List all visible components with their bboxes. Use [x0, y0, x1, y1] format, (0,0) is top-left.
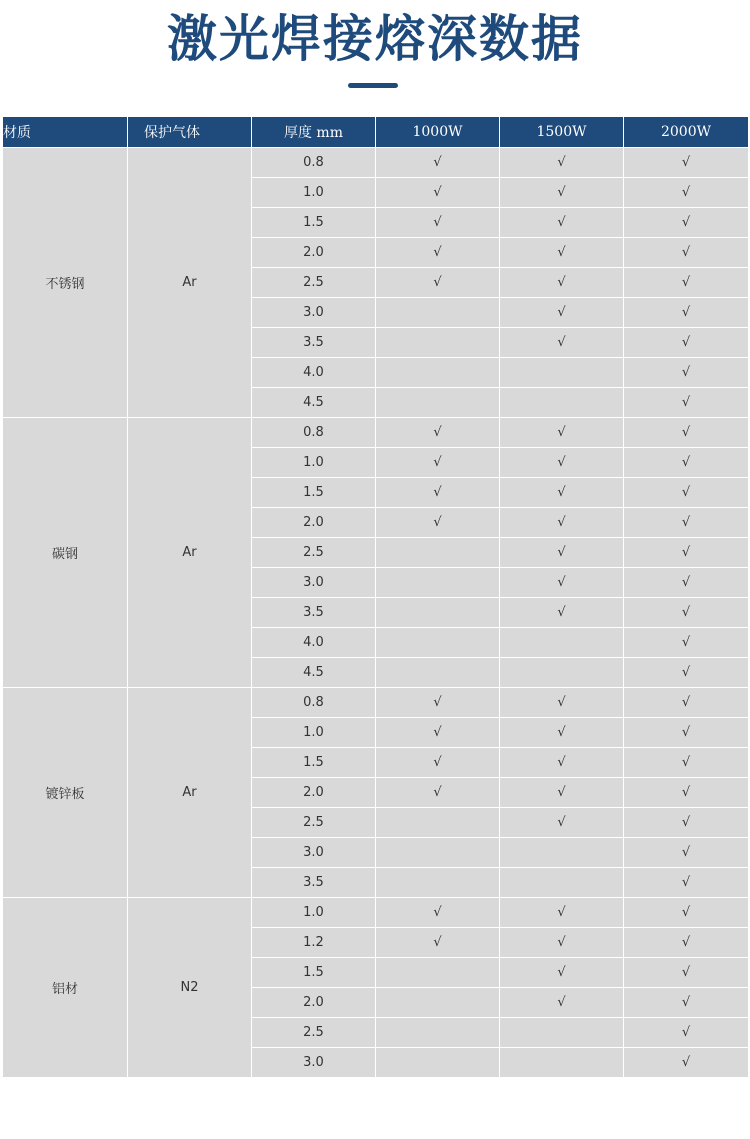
thickness-cell: 3.5	[252, 328, 376, 358]
check-mark-icon: √	[681, 1025, 691, 1040]
header-thickness: 厚度 mm	[252, 117, 376, 148]
thickness-cell: 2.5	[252, 1018, 376, 1048]
check-cell	[500, 568, 624, 598]
thickness-cell: 4.0	[252, 628, 376, 658]
check-mark-icon: √	[681, 485, 691, 500]
material-cell: 不锈钢	[3, 148, 128, 418]
check-mark-icon: √	[557, 335, 566, 350]
check-mark-icon: √	[557, 215, 566, 230]
check-mark-icon: √	[557, 545, 566, 560]
check-cell	[376, 208, 500, 238]
title-underline	[348, 83, 398, 88]
table-row	[3, 418, 749, 448]
check-mark-icon: √	[681, 185, 691, 200]
check-cell	[500, 418, 624, 448]
thickness-cell: 3.5	[252, 598, 376, 628]
check-mark-icon: √	[433, 275, 442, 290]
check-cell	[624, 148, 749, 178]
check-mark-icon: √	[557, 515, 566, 530]
check-cell	[500, 928, 624, 958]
check-cell	[500, 1048, 624, 1078]
check-cell	[624, 628, 749, 658]
check-mark-icon: √	[557, 695, 566, 710]
table-body	[3, 148, 749, 1078]
thickness-cell: 1.5	[252, 748, 376, 778]
gas-cell: Ar	[128, 418, 252, 688]
check-mark-icon: √	[557, 935, 566, 950]
check-cell	[500, 898, 624, 928]
check-cell	[624, 988, 749, 1018]
check-mark-icon: √	[433, 785, 442, 800]
check-cell	[500, 448, 624, 478]
thickness-cell: 3.0	[252, 838, 376, 868]
table-row	[3, 148, 749, 178]
check-mark-icon: √	[681, 935, 691, 950]
thickness-cell: 1.0	[252, 898, 376, 928]
thickness-cell: 3.0	[252, 568, 376, 598]
check-mark-icon: √	[681, 965, 691, 980]
check-mark-icon: √	[433, 455, 442, 470]
check-mark-icon: √	[557, 905, 566, 920]
check-cell	[624, 568, 749, 598]
thickness-cell: 0.8	[252, 418, 376, 448]
check-cell	[624, 838, 749, 868]
check-cell	[624, 358, 749, 388]
check-cell	[624, 418, 749, 448]
check-cell	[624, 388, 749, 418]
check-cell	[500, 598, 624, 628]
thickness-cell: 2.0	[252, 238, 376, 268]
check-cell	[376, 838, 500, 868]
thickness-cell: 1.5	[252, 958, 376, 988]
check-cell	[376, 778, 500, 808]
check-mark-icon: √	[681, 275, 691, 290]
thickness-cell: 4.0	[252, 358, 376, 388]
check-mark-icon: √	[681, 605, 691, 620]
check-mark-icon: √	[433, 245, 442, 260]
thickness-cell: 0.8	[252, 688, 376, 718]
check-cell	[500, 388, 624, 418]
check-cell	[376, 718, 500, 748]
check-cell	[500, 868, 624, 898]
check-mark-icon: √	[433, 485, 442, 500]
check-cell	[500, 748, 624, 778]
header-material: 材质	[3, 117, 128, 148]
gas-cell: N2	[128, 898, 252, 1078]
check-mark-icon: √	[681, 1055, 691, 1070]
check-cell	[376, 748, 500, 778]
check-cell	[624, 778, 749, 808]
gas-cell: Ar	[128, 148, 252, 418]
header-gas: 保护气体	[128, 117, 252, 148]
thickness-cell: 1.2	[252, 928, 376, 958]
gas-cell: Ar	[128, 688, 252, 898]
thickness-cell: 4.5	[252, 658, 376, 688]
check-mark-icon: √	[681, 575, 691, 590]
check-cell	[500, 508, 624, 538]
check-cell	[500, 208, 624, 238]
check-cell	[376, 388, 500, 418]
header-power-1000w: 1000W	[376, 117, 500, 148]
check-mark-icon: √	[681, 635, 691, 650]
check-cell	[376, 238, 500, 268]
check-cell	[376, 178, 500, 208]
thickness-cell: 1.0	[252, 718, 376, 748]
check-cell	[500, 808, 624, 838]
check-cell	[376, 988, 500, 1018]
check-mark-icon: √	[681, 365, 691, 380]
check-cell	[376, 298, 500, 328]
thickness-cell: 0.8	[252, 148, 376, 178]
check-mark-icon: √	[557, 155, 566, 170]
check-cell	[500, 538, 624, 568]
check-cell	[624, 718, 749, 748]
weld-depth-table	[2, 116, 749, 1078]
check-cell	[624, 958, 749, 988]
check-cell	[624, 1018, 749, 1048]
thickness-cell: 3.0	[252, 1048, 376, 1078]
check-cell	[624, 928, 749, 958]
check-cell	[500, 718, 624, 748]
check-cell	[500, 778, 624, 808]
check-cell	[500, 658, 624, 688]
check-mark-icon: √	[557, 575, 566, 590]
check-cell	[624, 178, 749, 208]
check-cell	[500, 1018, 624, 1048]
check-cell	[500, 958, 624, 988]
check-mark-icon: √	[433, 215, 442, 230]
check-cell	[376, 658, 500, 688]
check-mark-icon: √	[557, 455, 566, 470]
check-cell	[376, 868, 500, 898]
check-cell	[376, 898, 500, 928]
check-cell	[500, 328, 624, 358]
check-mark-icon: √	[681, 545, 691, 560]
thickness-cell: 2.5	[252, 808, 376, 838]
check-mark-icon: √	[681, 395, 691, 410]
material-cell: 铝材	[3, 898, 128, 1078]
check-cell	[624, 208, 749, 238]
thickness-cell: 2.0	[252, 778, 376, 808]
check-mark-icon: √	[433, 695, 442, 710]
check-mark-icon: √	[557, 965, 566, 980]
check-cell	[376, 508, 500, 538]
check-cell	[500, 988, 624, 1018]
check-cell	[500, 478, 624, 508]
check-mark-icon: √	[557, 995, 566, 1010]
check-mark-icon: √	[681, 425, 691, 440]
check-mark-icon: √	[681, 755, 691, 770]
check-mark-icon: √	[681, 875, 691, 890]
material-cell: 镀锌板	[3, 688, 128, 898]
check-mark-icon: √	[681, 245, 691, 260]
check-cell	[500, 628, 624, 658]
check-cell	[376, 328, 500, 358]
header-power-1500w: 1500W	[500, 117, 624, 148]
check-mark-icon: √	[557, 725, 566, 740]
check-mark-icon: √	[557, 305, 566, 320]
check-mark-icon: √	[681, 155, 691, 170]
check-mark-icon: √	[557, 185, 566, 200]
check-cell	[376, 688, 500, 718]
check-cell	[376, 148, 500, 178]
check-mark-icon: √	[681, 335, 691, 350]
thickness-cell: 2.5	[252, 538, 376, 568]
check-mark-icon: √	[681, 455, 691, 470]
check-mark-icon: √	[433, 755, 442, 770]
check-mark-icon: √	[681, 905, 691, 920]
check-mark-icon: √	[433, 935, 442, 950]
thickness-cell: 4.5	[252, 388, 376, 418]
check-mark-icon: √	[433, 155, 442, 170]
check-cell	[624, 268, 749, 298]
check-cell	[624, 598, 749, 628]
check-cell	[624, 808, 749, 838]
check-cell	[624, 868, 749, 898]
check-mark-icon: √	[681, 785, 691, 800]
check-cell	[376, 928, 500, 958]
check-mark-icon: √	[557, 815, 566, 830]
check-cell	[624, 658, 749, 688]
check-cell	[500, 148, 624, 178]
header-power-2000w: 2000W	[624, 117, 749, 148]
check-mark-icon: √	[557, 425, 566, 440]
check-cell	[500, 688, 624, 718]
check-cell	[624, 1048, 749, 1078]
check-mark-icon: √	[681, 665, 691, 680]
check-cell	[624, 448, 749, 478]
check-mark-icon: √	[433, 185, 442, 200]
thickness-cell: 1.0	[252, 448, 376, 478]
check-mark-icon: √	[681, 725, 691, 740]
table-row	[3, 898, 749, 928]
check-mark-icon: √	[433, 515, 442, 530]
thickness-cell: 3.5	[252, 868, 376, 898]
check-cell	[500, 298, 624, 328]
check-mark-icon: √	[681, 515, 691, 530]
thickness-cell: 3.0	[252, 298, 376, 328]
check-mark-icon: √	[681, 995, 691, 1010]
check-mark-icon: √	[433, 905, 442, 920]
material-cell: 碳钢	[3, 418, 128, 688]
check-cell	[624, 688, 749, 718]
check-cell	[376, 358, 500, 388]
check-cell	[376, 418, 500, 448]
thickness-cell: 2.5	[252, 268, 376, 298]
check-cell	[376, 598, 500, 628]
check-mark-icon: √	[557, 485, 566, 500]
check-cell	[624, 508, 749, 538]
check-mark-icon: √	[557, 785, 566, 800]
check-mark-icon: √	[557, 755, 566, 770]
check-cell	[624, 898, 749, 928]
check-mark-icon: √	[557, 245, 566, 260]
check-mark-icon: √	[681, 845, 691, 860]
page-title: 激光焊接熔深数据	[167, 10, 583, 68]
check-cell	[500, 238, 624, 268]
check-cell	[500, 358, 624, 388]
thickness-cell: 1.5	[252, 208, 376, 238]
check-cell	[624, 538, 749, 568]
check-mark-icon: √	[557, 275, 566, 290]
thickness-cell: 2.0	[252, 508, 376, 538]
check-cell	[376, 268, 500, 298]
check-cell	[624, 328, 749, 358]
check-mark-icon: √	[681, 215, 691, 230]
check-cell	[376, 958, 500, 988]
check-cell	[376, 1048, 500, 1078]
check-mark-icon: √	[681, 305, 691, 320]
check-cell	[624, 748, 749, 778]
table-header-row	[3, 117, 749, 148]
check-mark-icon: √	[557, 605, 566, 620]
check-cell	[624, 478, 749, 508]
check-mark-icon: √	[681, 815, 691, 830]
check-cell	[624, 298, 749, 328]
check-cell	[376, 478, 500, 508]
check-cell	[500, 178, 624, 208]
check-mark-icon: √	[681, 695, 691, 710]
check-cell	[500, 838, 624, 868]
check-cell	[376, 448, 500, 478]
check-cell	[376, 538, 500, 568]
check-cell	[376, 568, 500, 598]
check-mark-icon: √	[433, 425, 442, 440]
check-cell	[624, 238, 749, 268]
check-mark-icon: √	[433, 725, 442, 740]
check-cell	[500, 268, 624, 298]
check-cell	[376, 808, 500, 838]
check-cell	[376, 1018, 500, 1048]
thickness-cell: 1.0	[252, 178, 376, 208]
table-row	[3, 688, 749, 718]
thickness-cell: 2.0	[252, 988, 376, 1018]
thickness-cell: 1.5	[252, 478, 376, 508]
check-cell	[376, 628, 500, 658]
